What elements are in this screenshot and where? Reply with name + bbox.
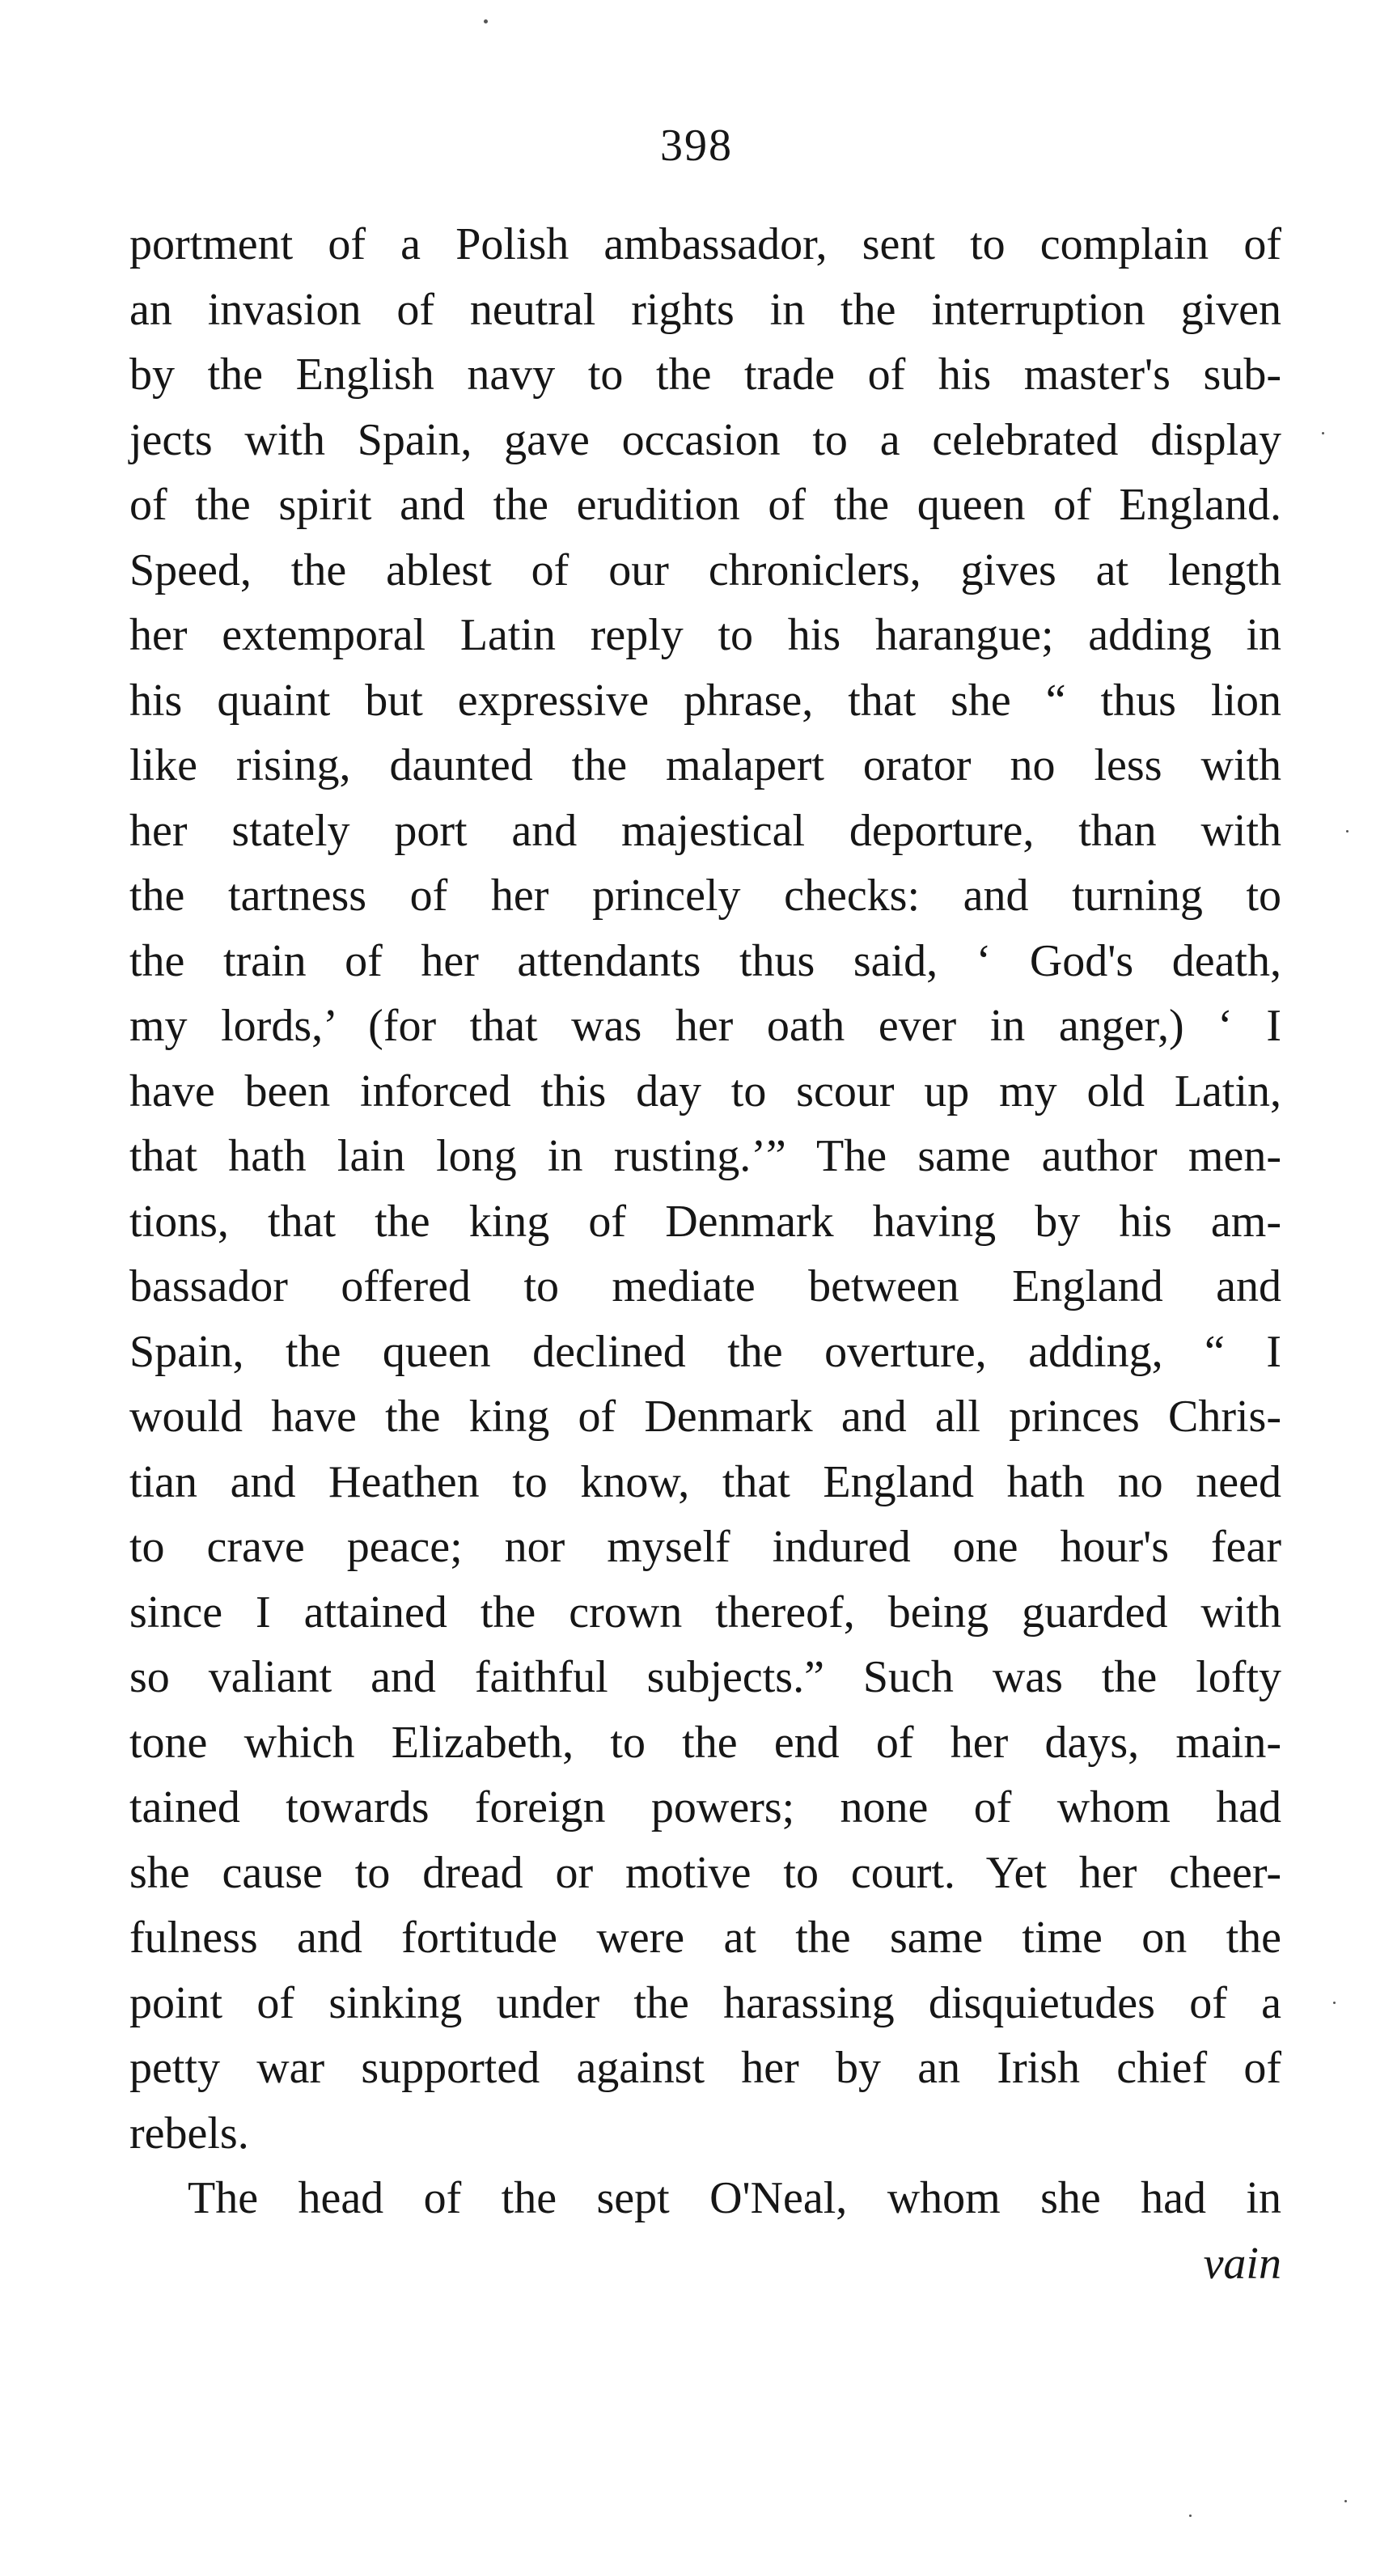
text-line: point of sinking under the harassing disquietudes of a xyxy=(129,1977,1281,2028)
text-line: her stately port and majestical deporture, than with xyxy=(129,805,1281,856)
catchword: vain xyxy=(1203,2238,1281,2289)
page-number: 398 xyxy=(660,121,733,171)
print-speck xyxy=(1322,432,1324,434)
text-line: tained towards foreign powers; none of whom had xyxy=(129,1782,1281,1832)
text-line: have been inforced this day to scour up my old Latin, xyxy=(129,1066,1281,1116)
text-line: tian and Heathen to know, that England hath no need xyxy=(129,1456,1281,1507)
text-line: since I attained the crown thereof, being guarded with xyxy=(129,1587,1281,1638)
text-line: petty war supported against her by an Irish chief of xyxy=(129,2043,1281,2093)
print-speck xyxy=(1333,2002,1336,2004)
text-line: so valiant and faithful subjects.” Such was the lofty xyxy=(129,1652,1281,1702)
paragraph-end-line: rebels. xyxy=(129,2108,249,2159)
text-line: like rising, daunted the malapert orator no less with xyxy=(129,740,1281,790)
print-speck xyxy=(1189,2515,1192,2517)
text-line: bassador offered to mediate between England and xyxy=(129,1261,1281,1311)
paragraph-start-line: The head of the sept O'Neal, whom she had in xyxy=(188,2173,1281,2223)
text-line: that hath lain long in rusting.’” The same author men- xyxy=(129,1131,1281,1181)
text-line: her extemporal Latin reply to his harangue; adding in xyxy=(129,610,1281,660)
print-speck xyxy=(1344,2500,1347,2502)
text-line: to crave peace; nor myself indured one hour's fear xyxy=(129,1522,1281,1572)
text-line: my lords,’ (for that was her oath ever in anger,) ‘ I xyxy=(129,1001,1281,1051)
text-line: fulness and fortitude were at the same time on the xyxy=(129,1913,1281,1963)
text-line: of the spirit and the erudition of the queen of England. xyxy=(129,480,1281,530)
text-line: Spain, the queen declined the overture, adding, “ I xyxy=(129,1326,1281,1377)
body-text xyxy=(129,212,1281,2296)
text-line: the tartness of her princely checks: and turning to xyxy=(129,871,1281,921)
text-line: she cause to dread or motive to court. Yet her cheer- xyxy=(129,1847,1281,1898)
text-line: would have the king of Denmark and all princes Chris- xyxy=(129,1392,1281,1442)
text-line: tone which Elizabeth, to the end of her days, main- xyxy=(129,1717,1281,1768)
print-speck xyxy=(484,19,488,23)
text-line: portment of a Polish ambassador, sent to complain of xyxy=(129,219,1281,269)
text-line: Speed, the ablest of our chroniclers, gives at length xyxy=(129,544,1281,595)
text-line: tions, that the king of Denmark having by his am- xyxy=(129,1196,1281,1247)
text-line: an invasion of neutral rights in the interruption given xyxy=(129,284,1281,335)
text-line: his quaint but expressive phrase, that she “ thus lion xyxy=(129,675,1281,726)
text-line: the train of her attendants thus said, ‘ God's death, xyxy=(129,935,1281,986)
text-line: jects with Spain, gave occasion to a celebrated display xyxy=(129,414,1281,465)
print-speck xyxy=(1346,830,1349,833)
text-line: by the English navy to the trade of his master's sub- xyxy=(129,350,1281,400)
